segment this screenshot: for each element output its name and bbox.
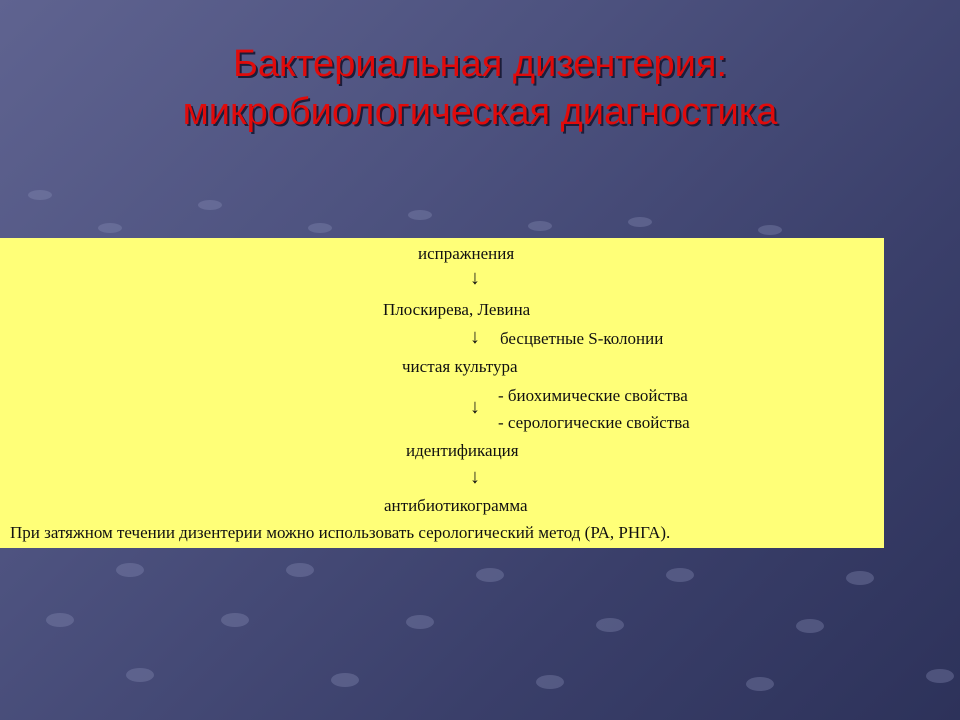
flow-step-media-note: бесцветные S-колонии [500,329,664,348]
down-arrow-icon: ↓ [470,466,480,488]
slide-title [0,40,960,136]
flow-step-serological-note: - серологические свойства [498,413,690,432]
flow-step-pure-culture: чистая культура [402,357,518,376]
slide-title-line1: Бактериальная дизентерия: [232,43,728,85]
flow-step-identification: идентификация [406,441,519,460]
diagnosis-flow-panel [0,238,884,548]
flow-step-feces: испражнения [418,244,515,263]
serology-note: При затяжном течении дизентерии можно использовать серологический метод (РА, РНГА). [10,523,671,542]
flow-step-media: Плоскирева, Левина [383,300,531,319]
down-arrow-icon: ↓ [470,396,480,418]
slide-title-line2: микробиологическая диагностика [182,91,778,133]
down-arrow-icon: ↓ [470,326,480,348]
flow-step-antibiogram: антибиотикограмма [384,496,528,515]
down-arrow-icon: ↓ [470,267,480,289]
flow-step-biochemical-note: - биохимические свойства [498,386,688,405]
